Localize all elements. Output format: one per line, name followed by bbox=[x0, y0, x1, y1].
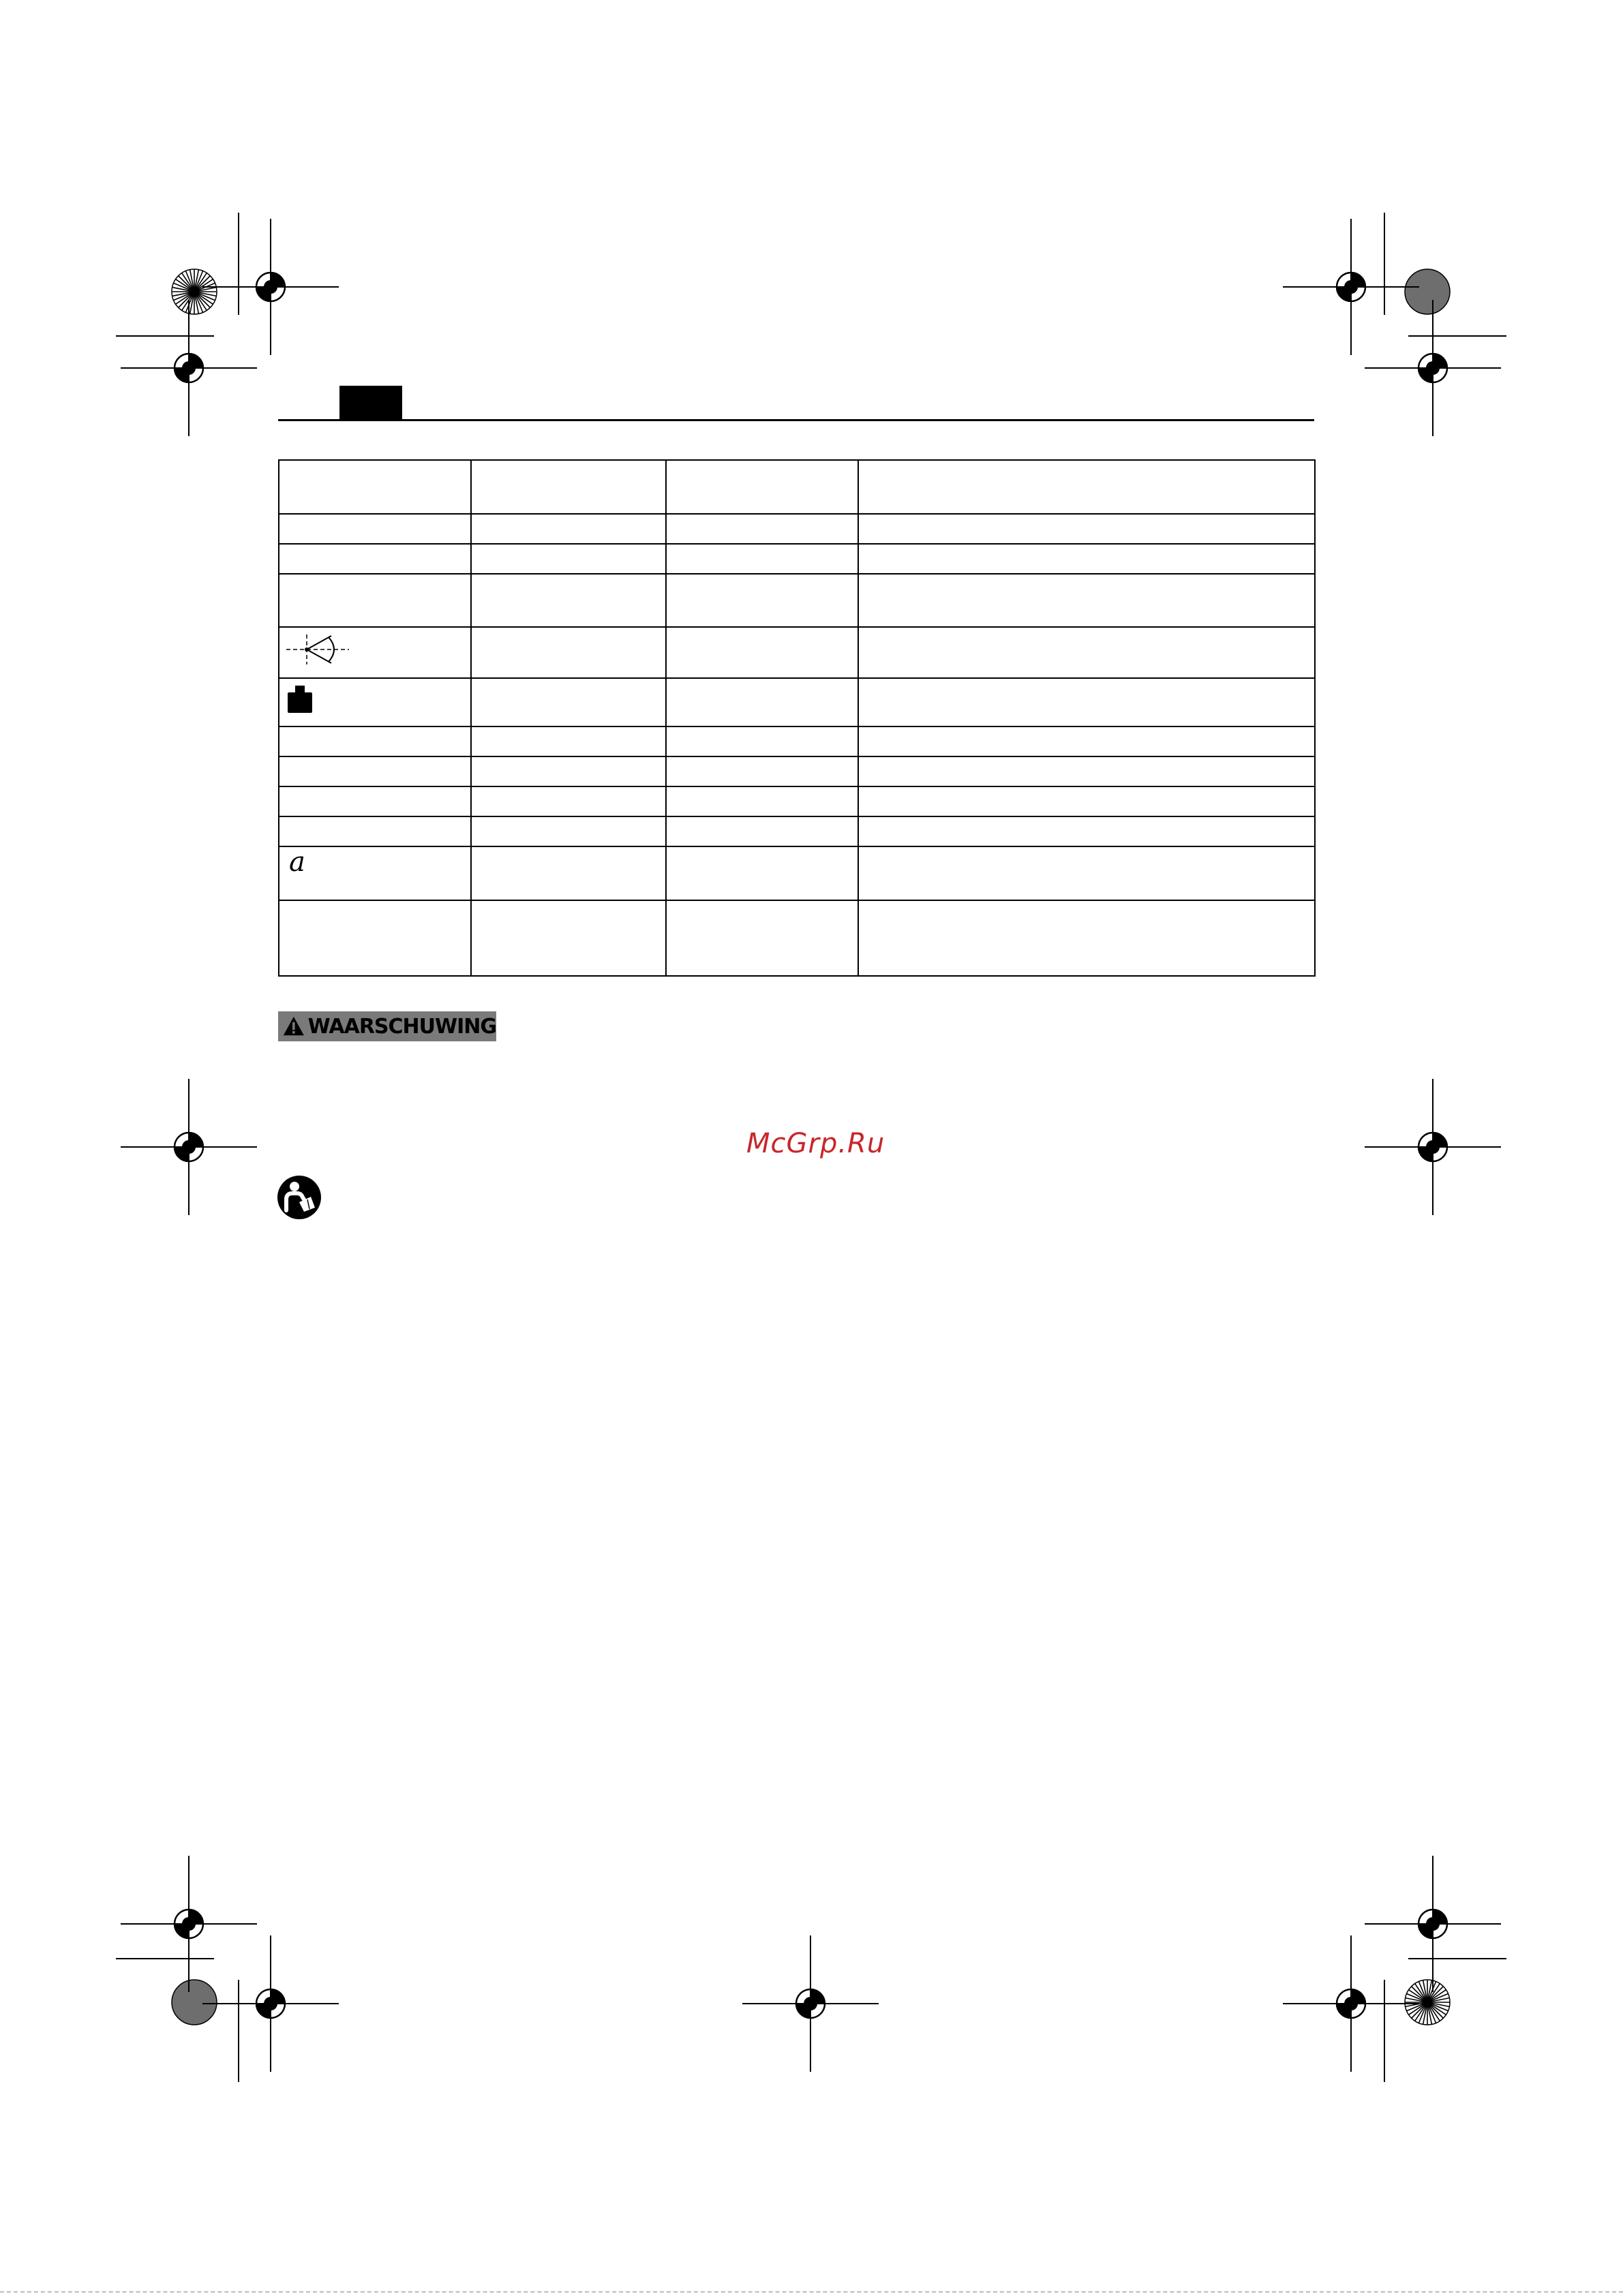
table-cell bbox=[471, 816, 666, 846]
table-cell bbox=[279, 627, 471, 678]
crosshair-mark bbox=[1283, 1935, 1419, 2072]
table-row bbox=[279, 726, 1315, 756]
vibration-a-symbol: a bbox=[289, 846, 305, 878]
angle-symbol-icon bbox=[286, 632, 349, 667]
table-cell bbox=[666, 627, 858, 678]
table-cell bbox=[858, 786, 1315, 816]
table-row bbox=[279, 678, 1315, 726]
table-cell bbox=[858, 627, 1315, 678]
table-row bbox=[279, 627, 1315, 678]
trim-line bbox=[1408, 1958, 1506, 1959]
table-cell bbox=[666, 786, 858, 816]
table-cell bbox=[666, 678, 858, 726]
table-cell bbox=[666, 900, 858, 976]
watermark-text: McGrp.Ru bbox=[746, 1128, 885, 1159]
table-cell bbox=[858, 900, 1315, 976]
table-cell bbox=[279, 514, 471, 544]
trim-line bbox=[238, 1980, 239, 2082]
crosshair-mark bbox=[1365, 1079, 1501, 1215]
table-cell bbox=[471, 726, 666, 756]
table-cell bbox=[858, 678, 1315, 726]
trim-line bbox=[1408, 335, 1506, 337]
trim-line bbox=[238, 213, 239, 315]
table-row bbox=[279, 514, 1315, 544]
table-cell bbox=[666, 544, 858, 574]
read-manual-icon bbox=[277, 1175, 322, 1220]
table-cell bbox=[279, 756, 471, 786]
table-row bbox=[279, 460, 1315, 514]
warning-label-text: WAARSCHUWING bbox=[307, 1014, 496, 1039]
table-cell bbox=[858, 846, 1315, 900]
table-cell bbox=[279, 816, 471, 846]
table-cell bbox=[666, 514, 858, 544]
specification-table bbox=[278, 459, 1316, 977]
trim-line bbox=[1384, 1980, 1385, 2082]
table-cell bbox=[858, 460, 1315, 514]
table-cell bbox=[666, 574, 858, 627]
warning-triangle-icon bbox=[282, 1014, 305, 1039]
table-cell bbox=[471, 627, 666, 678]
table-cell bbox=[471, 514, 666, 544]
trim-line bbox=[1384, 213, 1385, 315]
crosshair-mark bbox=[202, 1935, 339, 2072]
table-cell bbox=[666, 460, 858, 514]
trim-line bbox=[116, 1958, 214, 1959]
table-cell bbox=[471, 900, 666, 976]
crosshair-mark bbox=[1365, 300, 1501, 436]
crosshair-mark bbox=[121, 1079, 257, 1215]
table-cell bbox=[666, 756, 858, 786]
table-cell bbox=[666, 816, 858, 846]
table-cell bbox=[279, 678, 471, 726]
table-cell bbox=[471, 786, 666, 816]
warning-label bbox=[278, 1011, 496, 1041]
language-tab bbox=[339, 386, 402, 420]
table-row bbox=[279, 756, 1315, 786]
table-cell bbox=[666, 846, 858, 900]
table-cell bbox=[858, 816, 1315, 846]
table-cell bbox=[471, 460, 666, 514]
header-rule bbox=[278, 419, 1314, 421]
table-cell bbox=[279, 726, 471, 756]
table-cell bbox=[858, 514, 1315, 544]
table-row bbox=[279, 786, 1315, 816]
table-row bbox=[279, 900, 1315, 976]
table-cell bbox=[279, 460, 471, 514]
trim-line bbox=[116, 335, 214, 337]
table-row bbox=[279, 544, 1315, 574]
bottom-trim-line bbox=[0, 2291, 1623, 2293]
table-cell bbox=[471, 574, 666, 627]
table-cell bbox=[279, 846, 471, 900]
table-cell bbox=[858, 544, 1315, 574]
table-cell bbox=[471, 846, 666, 900]
table-cell bbox=[279, 544, 471, 574]
table-cell bbox=[279, 900, 471, 976]
table-cell bbox=[279, 574, 471, 627]
table-cell bbox=[471, 678, 666, 726]
weight-symbol-icon bbox=[286, 684, 314, 714]
table-cell bbox=[279, 786, 471, 816]
table-cell bbox=[471, 756, 666, 786]
table-row bbox=[279, 846, 1315, 900]
table-row bbox=[279, 816, 1315, 846]
table-cell bbox=[666, 726, 858, 756]
table-cell bbox=[858, 726, 1315, 756]
crosshair-mark bbox=[742, 1935, 879, 2072]
crosshair-mark bbox=[121, 300, 257, 436]
table-cell bbox=[858, 756, 1315, 786]
table-cell bbox=[471, 544, 666, 574]
table-cell bbox=[858, 574, 1315, 627]
table-row bbox=[279, 574, 1315, 627]
